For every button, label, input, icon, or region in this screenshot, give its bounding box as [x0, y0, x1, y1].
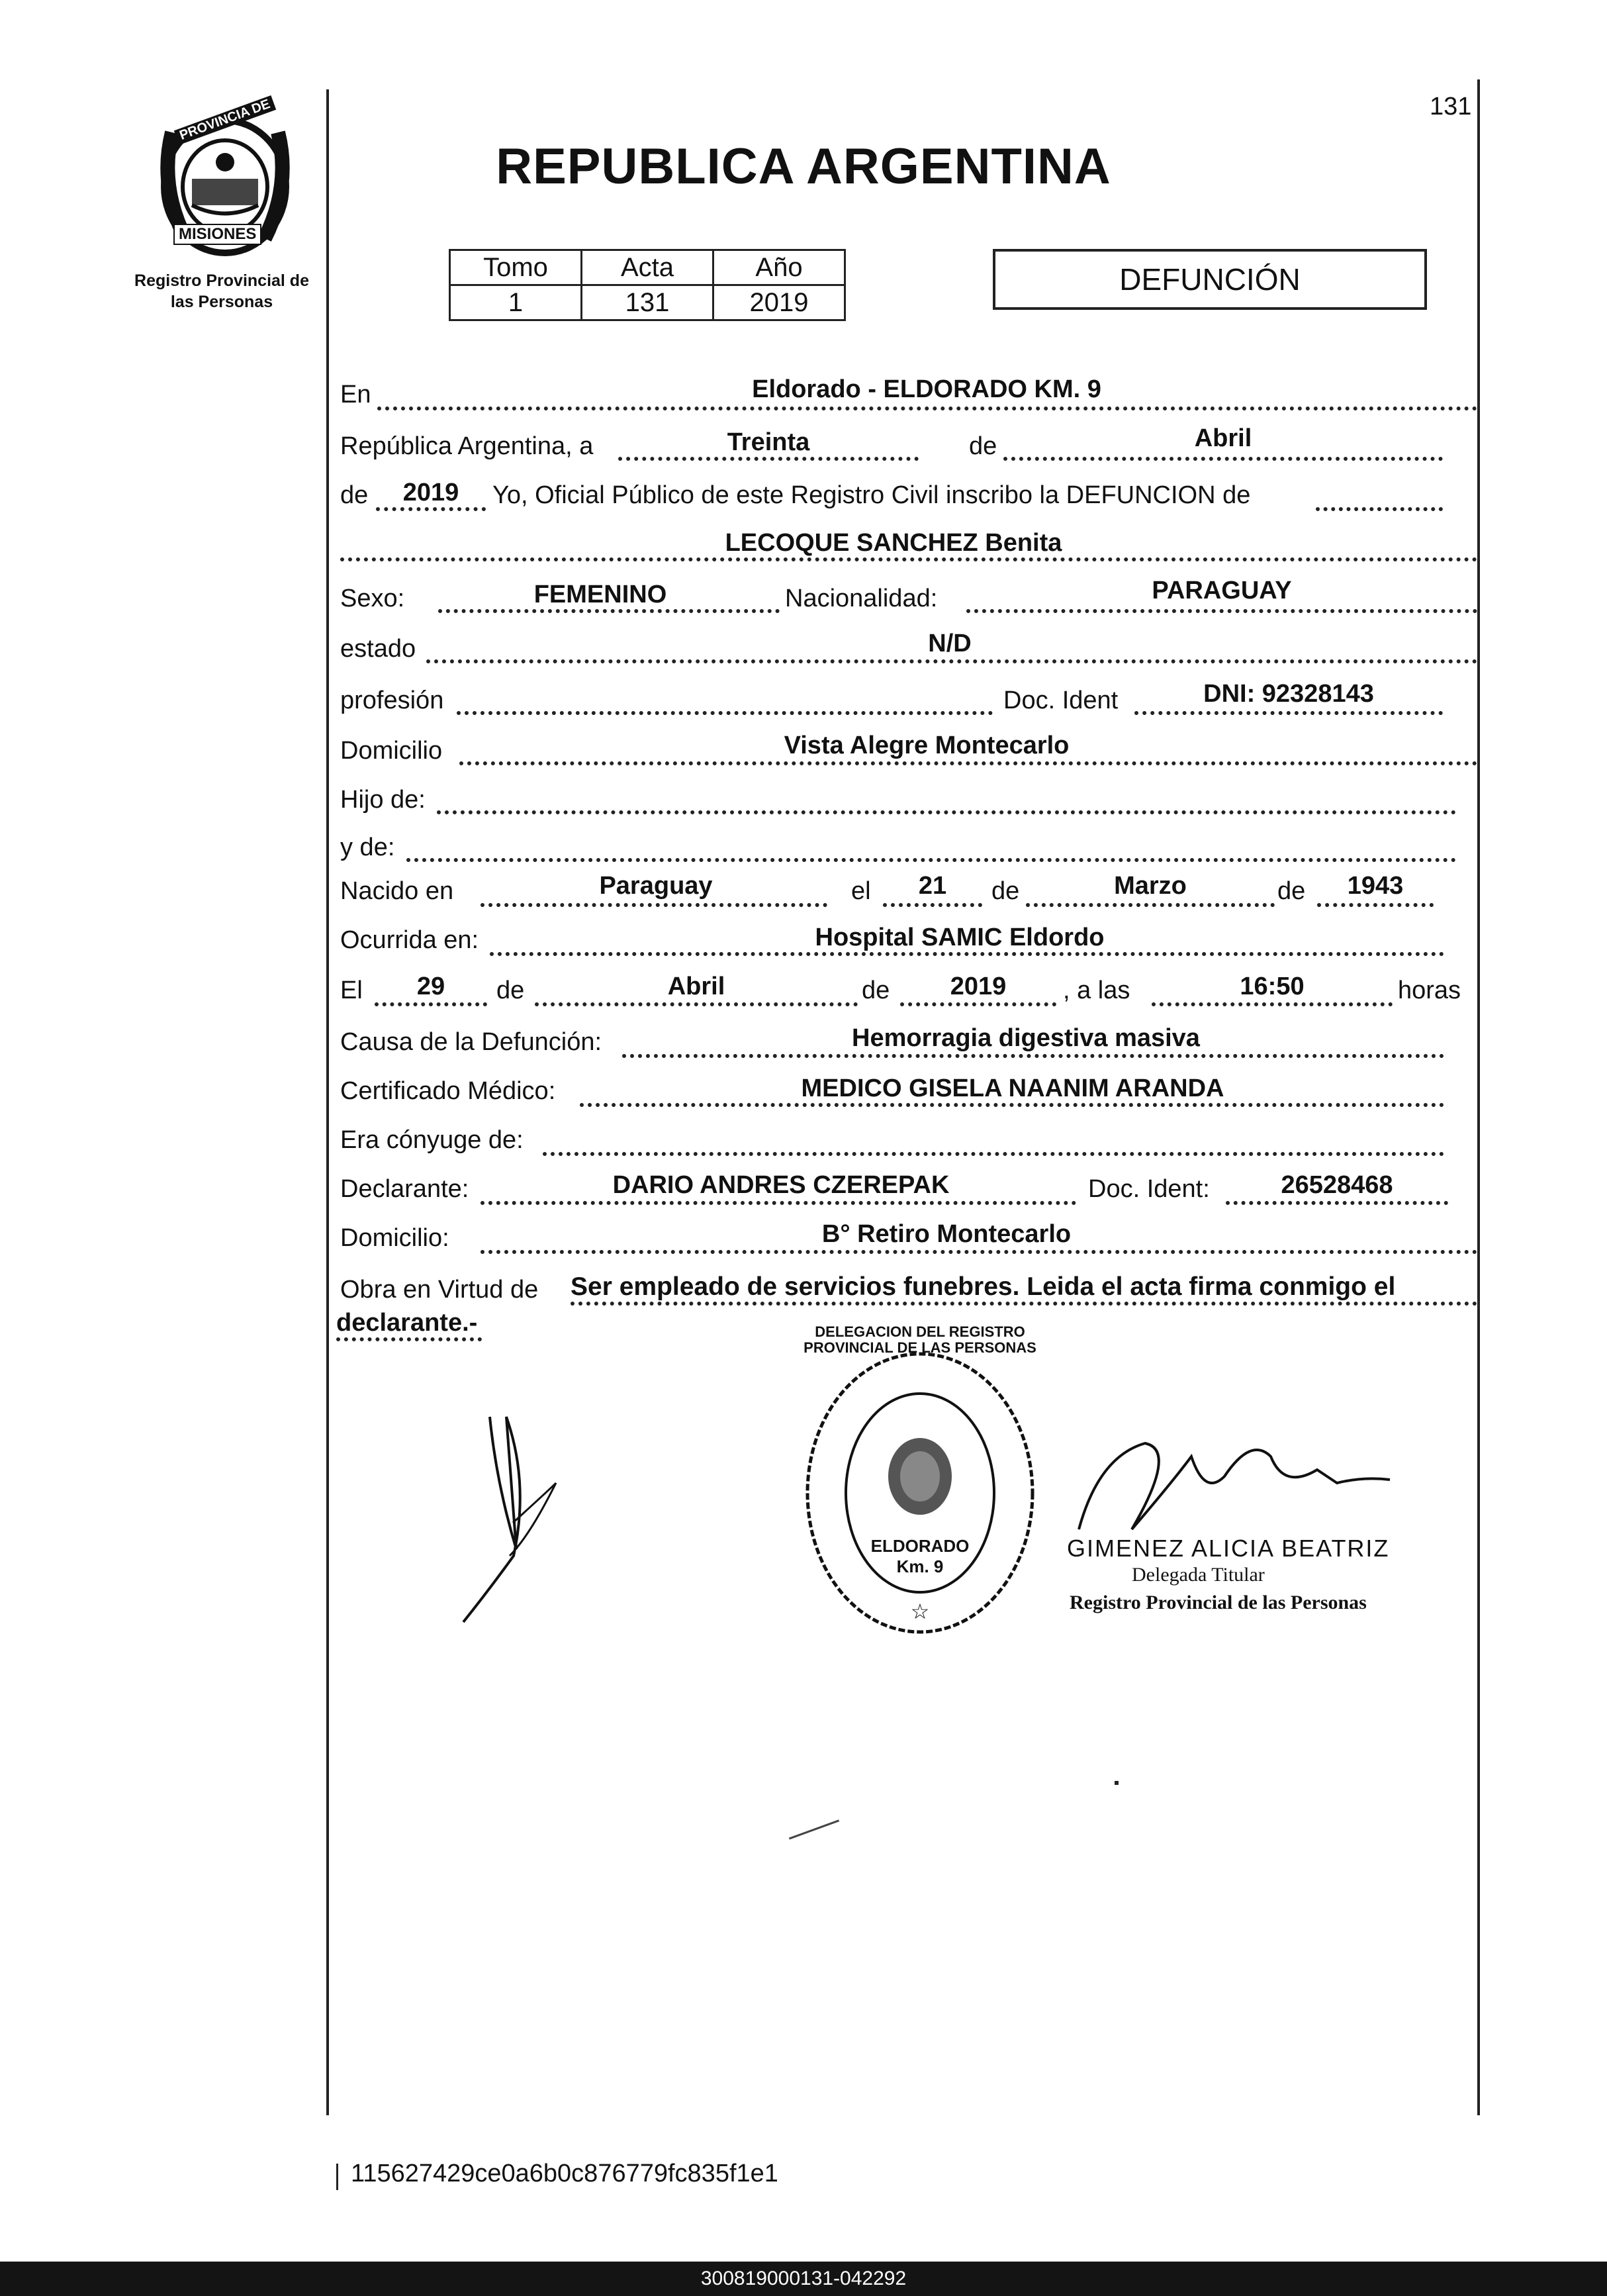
value-domicilio: Vista Alegre Montecarlo: [784, 732, 1070, 759]
label-a-las: , a las: [1063, 977, 1130, 1004]
value-nacido-lugar: Paraguay: [599, 872, 713, 900]
label-de-2: de: [340, 481, 369, 509]
dots-declarante-doc: [1226, 1201, 1448, 1205]
value-declarante-domicilio: B° Retiro Montecarlo: [821, 1220, 1072, 1248]
official-signature-icon: [1072, 1417, 1403, 1549]
label-domicilio-2: Domicilio:: [340, 1224, 449, 1252]
record-type-box: DEFUNCIÓN: [993, 249, 1427, 310]
label-sexo: Sexo:: [340, 585, 405, 612]
seal-text-bottom: MISIONES: [173, 224, 261, 245]
value-certificado: MEDICO GISELA NAANIM ARANDA: [801, 1075, 1224, 1102]
delegation-stamp: [794, 1344, 1046, 1642]
dots-muerte-dia: [375, 1002, 487, 1006]
issuer-line-2: las Personas: [170, 293, 273, 311]
dots-nacionalidad: [966, 609, 1477, 613]
stamp-ring-text: DELEGACION DEL REGISTRO PROVINCIAL DE LAS PERSONAS: [803, 1323, 1036, 1356]
label-republica: República Argentina, a: [340, 432, 594, 460]
dots-nacido-anio: [1317, 903, 1434, 907]
dots-hijo-de: [437, 810, 1456, 814]
dots-domicilio: [459, 761, 1477, 765]
label-nacionalidad: Nacionalidad:: [785, 585, 938, 612]
left-margin-rule: [326, 89, 329, 2115]
dots-nacido-lugar: [481, 903, 827, 907]
value-muerte-hora: 16:50: [1240, 973, 1305, 1000]
seal-text-top: PROVINCIA DE: [174, 95, 276, 145]
value-acta: 131: [582, 285, 713, 320]
header-acta: Acta: [582, 250, 713, 285]
dots-profesion: [457, 711, 993, 715]
dots-obra-1: [571, 1302, 1477, 1306]
value-sexo: FEMENINO: [533, 581, 667, 608]
value-nacido-mes: Marzo: [1114, 872, 1187, 900]
dots-nacido-mes: [1026, 903, 1275, 907]
stamp-inner-text: ELDORADO Km. 9: [870, 1536, 970, 1576]
label-en: En: [340, 381, 371, 408]
scan-mark: [789, 1819, 839, 1839]
dots-ocurrida: [490, 952, 1444, 956]
value-anio: 2019: [713, 285, 845, 320]
dots-muerte-mes: [535, 1002, 858, 1006]
label-el: el: [851, 877, 871, 905]
issuer-line-1: Registro Provincial de: [134, 271, 309, 290]
dots-nombre: [340, 557, 1477, 561]
label-estado: estado: [340, 635, 416, 663]
label-de-4: de: [1277, 877, 1306, 905]
label-profesion: profesión: [340, 687, 444, 714]
value-muerte-mes: Abril: [667, 973, 725, 1000]
delegation-stamp-icon: [794, 1344, 1046, 1642]
dots-anio: [376, 507, 486, 511]
label-yo-oficial: Yo, Oficial Público de este Registro Civil inscribo la DEFUNCION de: [492, 481, 1251, 509]
label-de-6: de: [862, 977, 890, 1004]
value-mes-registro: Abril: [1194, 424, 1252, 452]
dots-nacido-dia: [883, 903, 982, 907]
value-dia-texto: Treinta: [727, 428, 810, 456]
official-org: Registro Provincial de las Personas: [1070, 1592, 1367, 1613]
value-anio-registro: 2019: [402, 479, 459, 506]
label-conyuge: Era cónyuge de:: [340, 1126, 524, 1154]
dots-doc-ident: [1134, 711, 1443, 715]
dots-domicilio-2: [481, 1250, 1477, 1254]
dots-yo-end: [1316, 507, 1443, 511]
label-el-cap: El: [340, 977, 363, 1004]
declarant-signature: [450, 1390, 582, 1629]
footer-code: 300819000131-042292: [0, 2262, 1607, 2296]
label-ocurrida-en: Ocurrida en:: [340, 926, 479, 954]
value-nombre: LECOQUE SANCHEZ Benita: [725, 529, 1062, 557]
value-nacido-dia: 21: [918, 872, 947, 900]
value-ocurrida-en: Hospital SAMIC Eldordo: [815, 924, 1105, 951]
page-number: 131: [1430, 93, 1472, 120]
svg-text:☆: ☆: [910, 1600, 930, 1623]
value-muerte-dia: 29: [416, 973, 445, 1000]
label-declarante: Declarante:: [340, 1175, 469, 1203]
official-role: Delegada Titular: [1132, 1564, 1265, 1586]
dots-muerte-hora: [1152, 1002, 1393, 1006]
label-doc-ident-2: Doc. Ident:: [1088, 1175, 1210, 1203]
label-causa: Causa de la Defunción:: [340, 1028, 602, 1056]
label-certificado: Certificado Médico:: [340, 1077, 556, 1105]
dots-estado: [426, 659, 1477, 663]
header-anio: Año: [713, 250, 845, 285]
value-causa: Hemorragia digestiva masiva: [852, 1024, 1200, 1052]
value-obra-virtud-2: declarante.-: [336, 1309, 478, 1337]
value-declarante: DARIO ANDRES CZEREPAK: [612, 1171, 950, 1199]
value-obra-virtud-1: Ser empleado de servicios funebres. Leida el acta firma conmigo el: [571, 1272, 1396, 1301]
label-hijo-de: Hijo de:: [340, 786, 426, 814]
label-de-5: de: [496, 977, 525, 1004]
label-horas: horas: [1398, 977, 1461, 1004]
value-tomo: 1: [450, 285, 582, 320]
dots-certificado: [580, 1103, 1444, 1107]
label-nacido-en: Nacido en: [340, 877, 454, 905]
label-de-3: de: [991, 877, 1020, 905]
label-doc-ident: Doc. Ident: [1003, 687, 1119, 714]
label-de-1: de: [969, 432, 997, 460]
header-tomo: Tomo: [450, 250, 582, 285]
dots-lugar: [377, 407, 1477, 410]
dots-conyuge: [543, 1152, 1444, 1156]
dots-declarante: [481, 1201, 1076, 1205]
page-title: REPUBLICA ARGENTINA: [496, 138, 1111, 195]
declarant-signature-icon: [450, 1390, 582, 1629]
record-table-header-row: [450, 250, 845, 285]
document-hash: 115627429ce0a6b0c876779fc835f1e1: [351, 2160, 778, 2187]
value-declarante-doc: 26528468: [1281, 1171, 1393, 1199]
value-nacionalidad: PARAGUAY: [1152, 577, 1292, 604]
value-nacido-anio: 1943: [1347, 872, 1404, 900]
value-doc-ident: DNI: 92328143: [1203, 680, 1374, 708]
dots-obra-2: [336, 1337, 482, 1341]
dots-causa: [622, 1054, 1444, 1058]
label-y-de: y de:: [340, 834, 395, 861]
dots-y-de: [406, 858, 1456, 862]
value-estado: N/D: [928, 630, 972, 657]
record-table: [449, 249, 846, 321]
official-signature: [1072, 1417, 1403, 1549]
dots-sexo: [438, 609, 780, 613]
official-name: GIMENEZ ALICIA BEATRIZ: [1067, 1535, 1390, 1562]
scan-dot: [1115, 1781, 1119, 1785]
value-muerte-anio: 2019: [950, 973, 1007, 1000]
value-lugar: Eldorado - ELDORADO KM. 9: [752, 375, 1101, 403]
dots-dia: [618, 457, 919, 461]
dots-mes: [1003, 457, 1443, 461]
right-margin-rule: [1477, 79, 1480, 2115]
hash-tick: [336, 2164, 338, 2190]
label-obra: Obra en Virtud de: [340, 1276, 539, 1304]
dots-muerte-anio: [900, 1002, 1056, 1006]
record-table-value-row: [450, 285, 845, 320]
label-domicilio: Domicilio: [340, 737, 443, 765]
